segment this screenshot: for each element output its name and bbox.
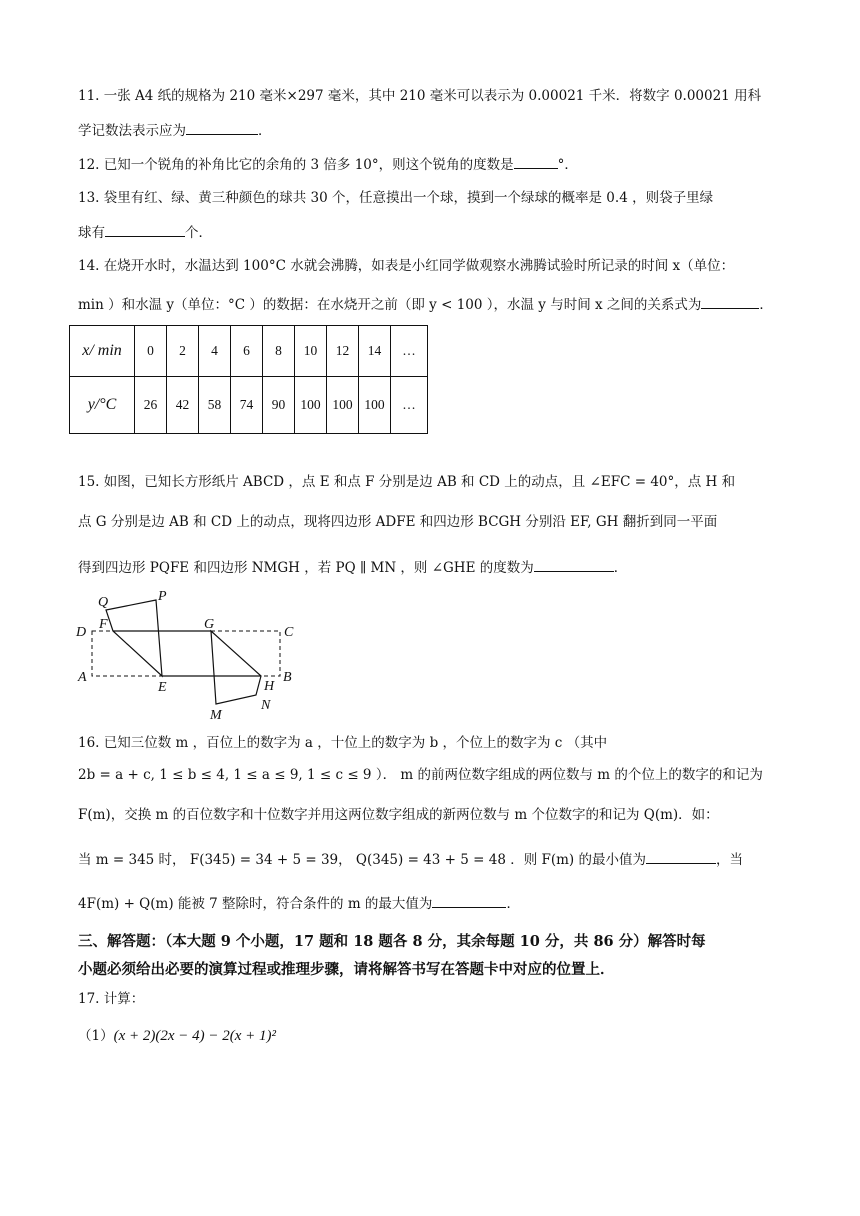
- q12-end: °．: [557, 157, 578, 173]
- table-cell: 100: [359, 377, 391, 434]
- table-header-y: y/°C: [70, 377, 135, 434]
- q15-line2: 点 G 分别是边 AB 和 CD 上的动点，现将四边形 ADFE 和四边形 BCGH 分别沿 EF, GH 翻折到同一平面: [78, 514, 718, 530]
- answer-blank-15: [534, 557, 614, 572]
- table-cell: 100: [295, 377, 327, 434]
- answer-blank-16b: [432, 893, 506, 908]
- label-f: F: [99, 617, 108, 632]
- table-row-y: [70, 377, 428, 434]
- q17-part1: [78, 1026, 788, 1046]
- table-cell: 6: [231, 326, 263, 377]
- q16-line5-end: ．: [506, 896, 520, 912]
- q11-line2-text: 学记数法表示应为: [78, 123, 186, 139]
- section3-heading-line1: 三、解答题：（本大题 9 个小题，17 题和 18 题各 8 分，其余每题 10 分，共 86 分）解答时每: [78, 933, 706, 950]
- q16-line2: 2b = a + c, 1 ≤ b ≤ 4, 1 ≤ a ≤ 9, 1 ≤ c ≤ 9 ）． m 的前两位数字组成的两位数与 m 的个位上的数字的和记为: [78, 767, 763, 783]
- table-cell: 10: [295, 326, 327, 377]
- q16-line3: F(m)，交换 m 的百位数字和十位数字并用这两位数字组成的新两位数与 m 个位数字的和记为 Q(m)．如：: [78, 807, 719, 823]
- q16-line5: [78, 893, 788, 914]
- q11-line1: 11. 一张 A4 纸的规格为 210 毫米×297 毫米，其中 210 毫米可以表示为 0.00021 千米．将数字 0.00021 用科: [78, 88, 762, 104]
- q13-line1: 13. 袋里有红、绿、黄三种颜色的球共 30 个，任意摸出一个球，摸到一个绿球的概率是 0.4 ，则袋子里绿: [78, 190, 714, 206]
- label-e: E: [158, 680, 167, 695]
- table-cell: 58: [199, 377, 231, 434]
- label-h: H: [264, 679, 275, 694]
- table-header-x: x/ min: [70, 326, 135, 377]
- q13-line2-end: 个．: [185, 225, 212, 241]
- q16-line5-text: 4F(m) + Q(m) 能被 7 整除时，符合条件的 m 的最大值为: [78, 896, 433, 912]
- q15-line3-text: 得到四边形 PQFE 和四边形 NMGH ，若 PQ ∥ MN ，则 ∠GHE 的度数为: [78, 560, 534, 576]
- answer-blank-12: [514, 154, 558, 169]
- q14-line2-end: ．: [759, 297, 773, 313]
- table-cell: 74: [231, 377, 263, 434]
- label-g: G: [204, 617, 215, 632]
- answer-blank-14: [701, 294, 759, 309]
- q16-line4-end: ，当: [716, 852, 743, 868]
- q14-line2-text: min ）和水温 y（单位：°C ）的数据：在水烧开之前（即 y < 100 ），水温 y 与时间 x 之间的关系式为: [78, 297, 702, 313]
- q17-part1-label: （1）: [78, 1028, 114, 1044]
- q13-line2: [78, 222, 788, 243]
- q16-line1: 16. 已知三位数 m ，百位上的数字为 a ，十位上的数字为 b ，个位上的数字为 c （其中: [78, 735, 608, 751]
- q11-line2-end: ．: [258, 123, 272, 139]
- section3-heading-line2: 小题必须给出必要的演算过程或推理步骤，请将解答书写在答题卡中对应的位置上．: [78, 961, 615, 978]
- label-q: Q: [98, 595, 109, 610]
- label-b: B: [283, 670, 292, 685]
- table-cell: 12: [327, 326, 359, 377]
- q15-line3-end: ．: [613, 560, 628, 576]
- q11-line2: [78, 120, 788, 141]
- geometry-figure: [72, 588, 312, 728]
- q15-line1: 15. 如图，已知长方形纸片 ABCD ，点 E 和点 F 分别是边 AB 和 CD 上的动点，且 ∠EFC = 40°，点 H 和: [78, 474, 736, 490]
- quadrilateral-nmgh: [211, 631, 261, 704]
- q12-line: [78, 154, 788, 175]
- table-cell: 26: [135, 377, 167, 434]
- label-n: N: [261, 698, 271, 713]
- q14-line1: 14. 在烧开水时，水温达到 100°C 水就会沸腾，如表是小红同学做观察水沸腾试验时所记录的时间 x（单位：: [78, 258, 735, 274]
- label-a: A: [78, 670, 87, 685]
- answer-blank-13: [105, 222, 185, 237]
- data-table: [69, 325, 428, 434]
- table-cell: …: [391, 326, 428, 377]
- label-m: M: [210, 708, 222, 723]
- table-row-x: [70, 326, 428, 377]
- table-cell: 2: [167, 326, 199, 377]
- q17-part1-expression: (x + 2)(2x − 4) − 2(x + 1)²: [113, 1028, 277, 1044]
- q16-line4: [78, 849, 788, 870]
- table-cell: 4: [199, 326, 231, 377]
- table-cell: 8: [263, 326, 295, 377]
- quadrilateral-pqfe: [106, 600, 162, 676]
- table-cell: …: [391, 377, 428, 434]
- table-cell: 100: [327, 377, 359, 434]
- q15-line3: [78, 557, 788, 578]
- label-c: C: [284, 625, 294, 640]
- answer-blank-11: [186, 120, 258, 135]
- label-p: P: [158, 589, 167, 604]
- table-cell: 90: [263, 377, 295, 434]
- q17-title: 17. 计算：: [78, 991, 145, 1007]
- q13-line2-text: 球有: [78, 225, 105, 241]
- table-cell: 42: [167, 377, 199, 434]
- table-cell: 14: [359, 326, 391, 377]
- q14-line2: [78, 294, 788, 315]
- label-d: D: [76, 625, 87, 640]
- q12-text: 12. 已知一个锐角的补角比它的余角的 3 倍多 10°，则这个锐角的度数是: [78, 157, 514, 173]
- table-cell: 0: [135, 326, 167, 377]
- answer-blank-16a: [646, 849, 716, 864]
- q16-line4-text: 当 m = 345 时， F(345) = 34 + 5 = 39， Q(345) = 43 + 5 = 48 ．则 F(m) 的最小值为: [78, 852, 646, 868]
